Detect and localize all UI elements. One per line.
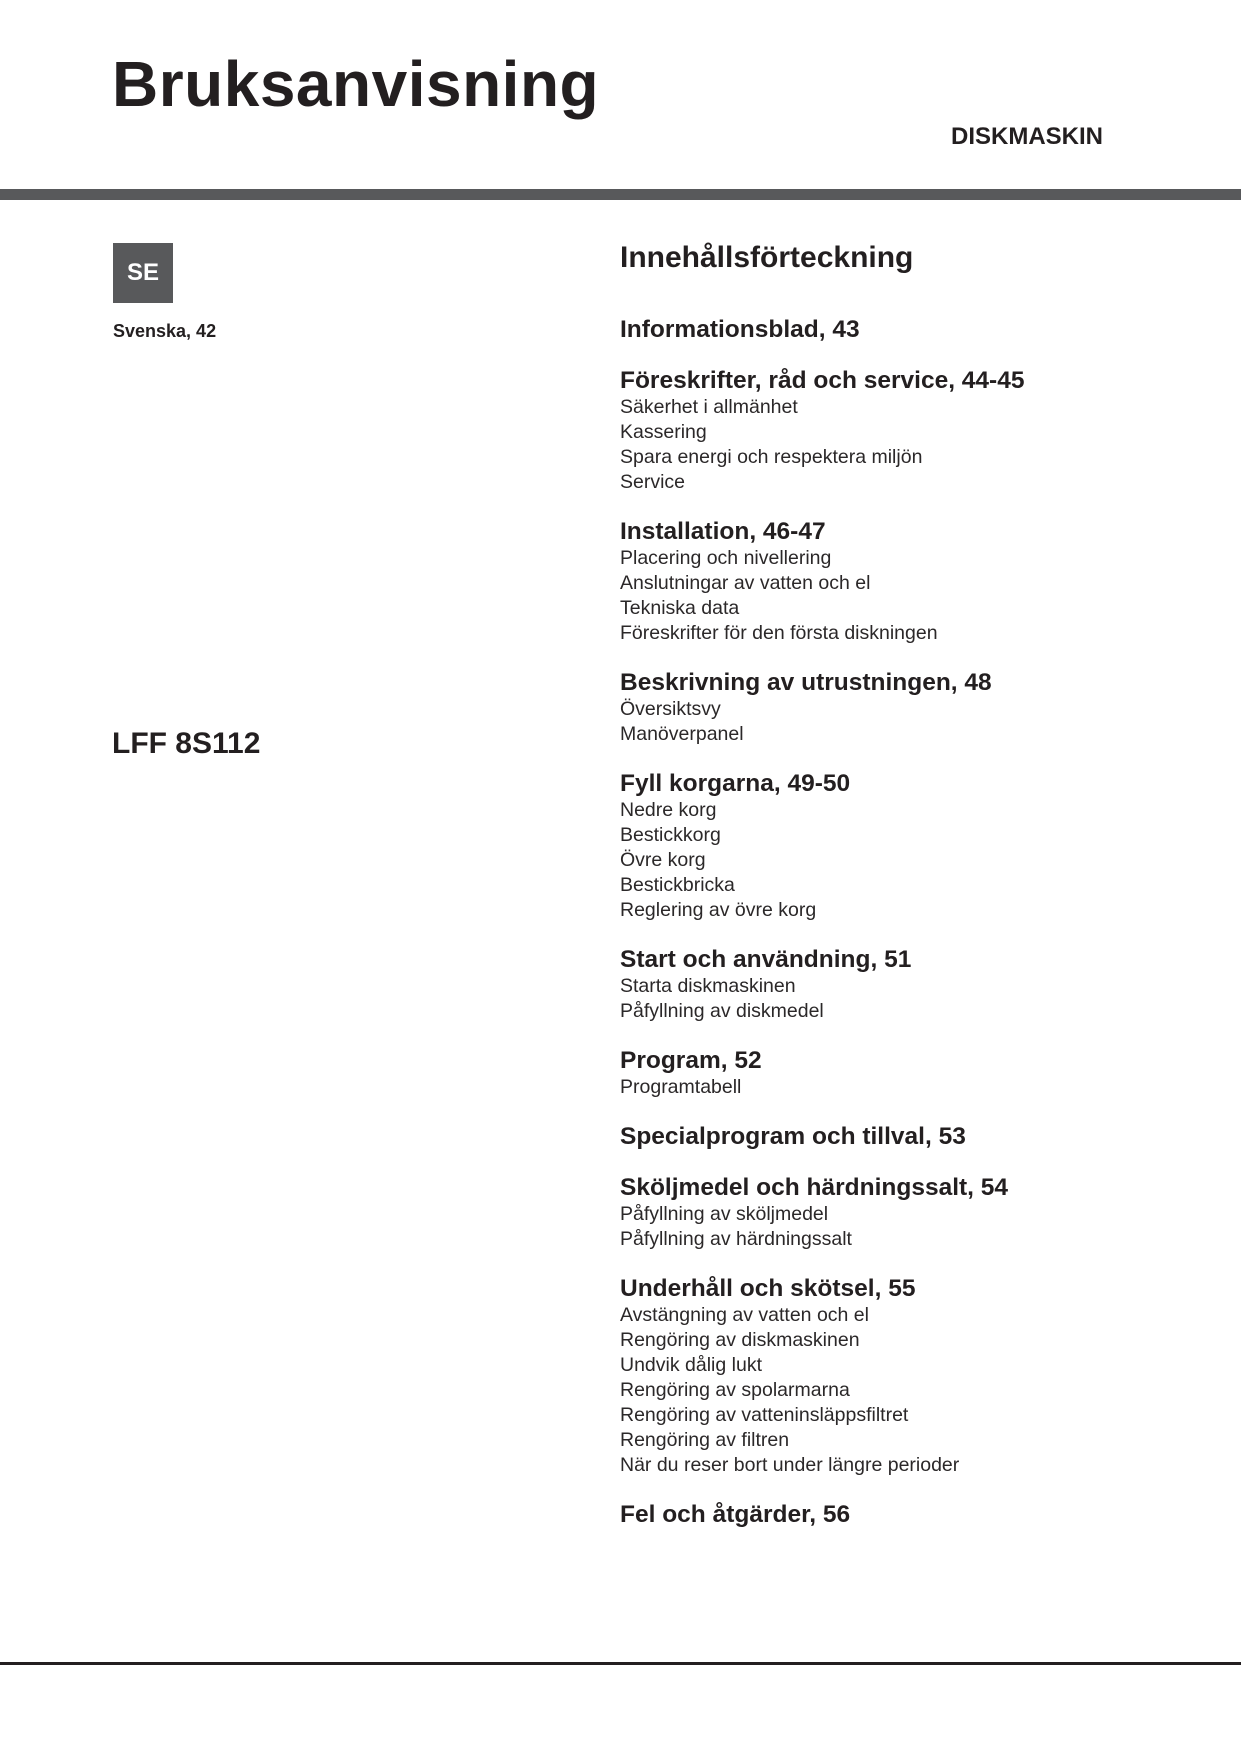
toc-section-heading[interactable]: Sköljmedel och härdningssalt, 54: [620, 1174, 1009, 1201]
toc-subsection[interactable]: Anslutningar av vatten och el: [620, 572, 871, 594]
toc-subsection[interactable]: Service: [620, 471, 686, 493]
table-of-contents: [620, 240, 1180, 1552]
toc-subsection[interactable]: Rengöring av vatteninsläppsfiltret: [620, 1404, 909, 1426]
toc-section: [620, 316, 1180, 344]
toc-subsection[interactable]: Påfyllning av diskmedel: [620, 1000, 824, 1022]
toc-section: [620, 669, 1180, 747]
toc-subsection[interactable]: Övre korg: [620, 849, 706, 871]
toc-subsection[interactable]: Reglering av övre korg: [620, 899, 817, 921]
header-divider: [0, 189, 1241, 200]
toc-subsection[interactable]: Undvik dålig lukt: [620, 1354, 762, 1376]
toc-section-heading[interactable]: Specialprogram och tillval, 53: [620, 1123, 966, 1150]
toc-section: [620, 1275, 1180, 1478]
toc-section: [620, 1174, 1180, 1252]
toc-section-heading[interactable]: Underhåll och skötsel, 55: [620, 1275, 916, 1302]
toc-subsection[interactable]: Påfyllning av härdningssalt: [620, 1228, 852, 1250]
toc-subsection[interactable]: Manöverpanel: [620, 723, 744, 745]
toc-subsection[interactable]: Föreskrifter för den första diskningen: [620, 622, 938, 644]
toc-section: [620, 770, 1180, 923]
toc-subsection[interactable]: Programtabell: [620, 1076, 742, 1098]
toc-subsection[interactable]: Bestickkorg: [620, 824, 721, 846]
toc-section-heading[interactable]: Föreskrifter, råd och service, 44-45: [620, 367, 1025, 394]
toc-section-heading[interactable]: Informationsblad, 43: [620, 316, 860, 343]
toc-section-heading[interactable]: Installation, 46-47: [620, 518, 826, 545]
toc-subsection[interactable]: Bestickbricka: [620, 874, 735, 896]
toc-subsection[interactable]: Översiktsvy: [620, 698, 721, 720]
toc-section: [620, 1047, 1180, 1100]
language-caption: Svenska, 42: [113, 321, 217, 341]
toc-subsection[interactable]: Rengöring av filtren: [620, 1429, 790, 1451]
toc-subsection[interactable]: Starta diskmaskinen: [620, 975, 796, 997]
document-type-label: DISKMASKIN: [950, 123, 1103, 150]
toc-section-heading[interactable]: Beskrivning av utrustningen, 48: [620, 669, 992, 696]
toc-sections: [620, 316, 1180, 1529]
toc-subsection[interactable]: Nedre korg: [620, 799, 717, 821]
toc-section: [620, 518, 1180, 646]
toc-subsection[interactable]: Spara energi och respektera miljön: [620, 446, 923, 468]
toc-title: Innehållsförteckning: [620, 241, 914, 274]
toc-section: [620, 1123, 1180, 1151]
toc-section: [620, 946, 1180, 1024]
toc-section: [620, 1501, 1180, 1529]
page-title: Bruksanvisning: [112, 48, 600, 120]
toc-section-heading[interactable]: Fel och åtgärder, 56: [620, 1501, 851, 1528]
toc-subsection[interactable]: Rengöring av diskmaskinen: [620, 1329, 860, 1351]
toc-subsection[interactable]: Rengöring av spolarmarna: [620, 1379, 850, 1401]
toc-section-heading[interactable]: Program, 52: [620, 1047, 762, 1074]
toc-section-heading[interactable]: Start och användning, 51: [620, 946, 912, 973]
toc-subsection[interactable]: Avstängning av vatten och el: [620, 1304, 869, 1326]
toc-subsection[interactable]: Säkerhet i allmänhet: [620, 396, 798, 418]
toc-subsection[interactable]: När du reser bort under längre perioder: [620, 1454, 960, 1476]
toc-section-heading[interactable]: Fyll korgarna, 49-50: [620, 770, 851, 797]
toc-subsection[interactable]: Placering och nivellering: [620, 547, 832, 569]
toc-subsection[interactable]: Påfyllning av sköljmedel: [620, 1203, 829, 1225]
toc-subsection[interactable]: Tekniska data: [620, 597, 740, 619]
model-number: LFF 8S112: [112, 727, 261, 760]
toc-section: [620, 367, 1180, 495]
footer-divider: [0, 1662, 1241, 1665]
toc-subsection[interactable]: Kassering: [620, 421, 707, 443]
language-badge: SE: [113, 243, 173, 303]
